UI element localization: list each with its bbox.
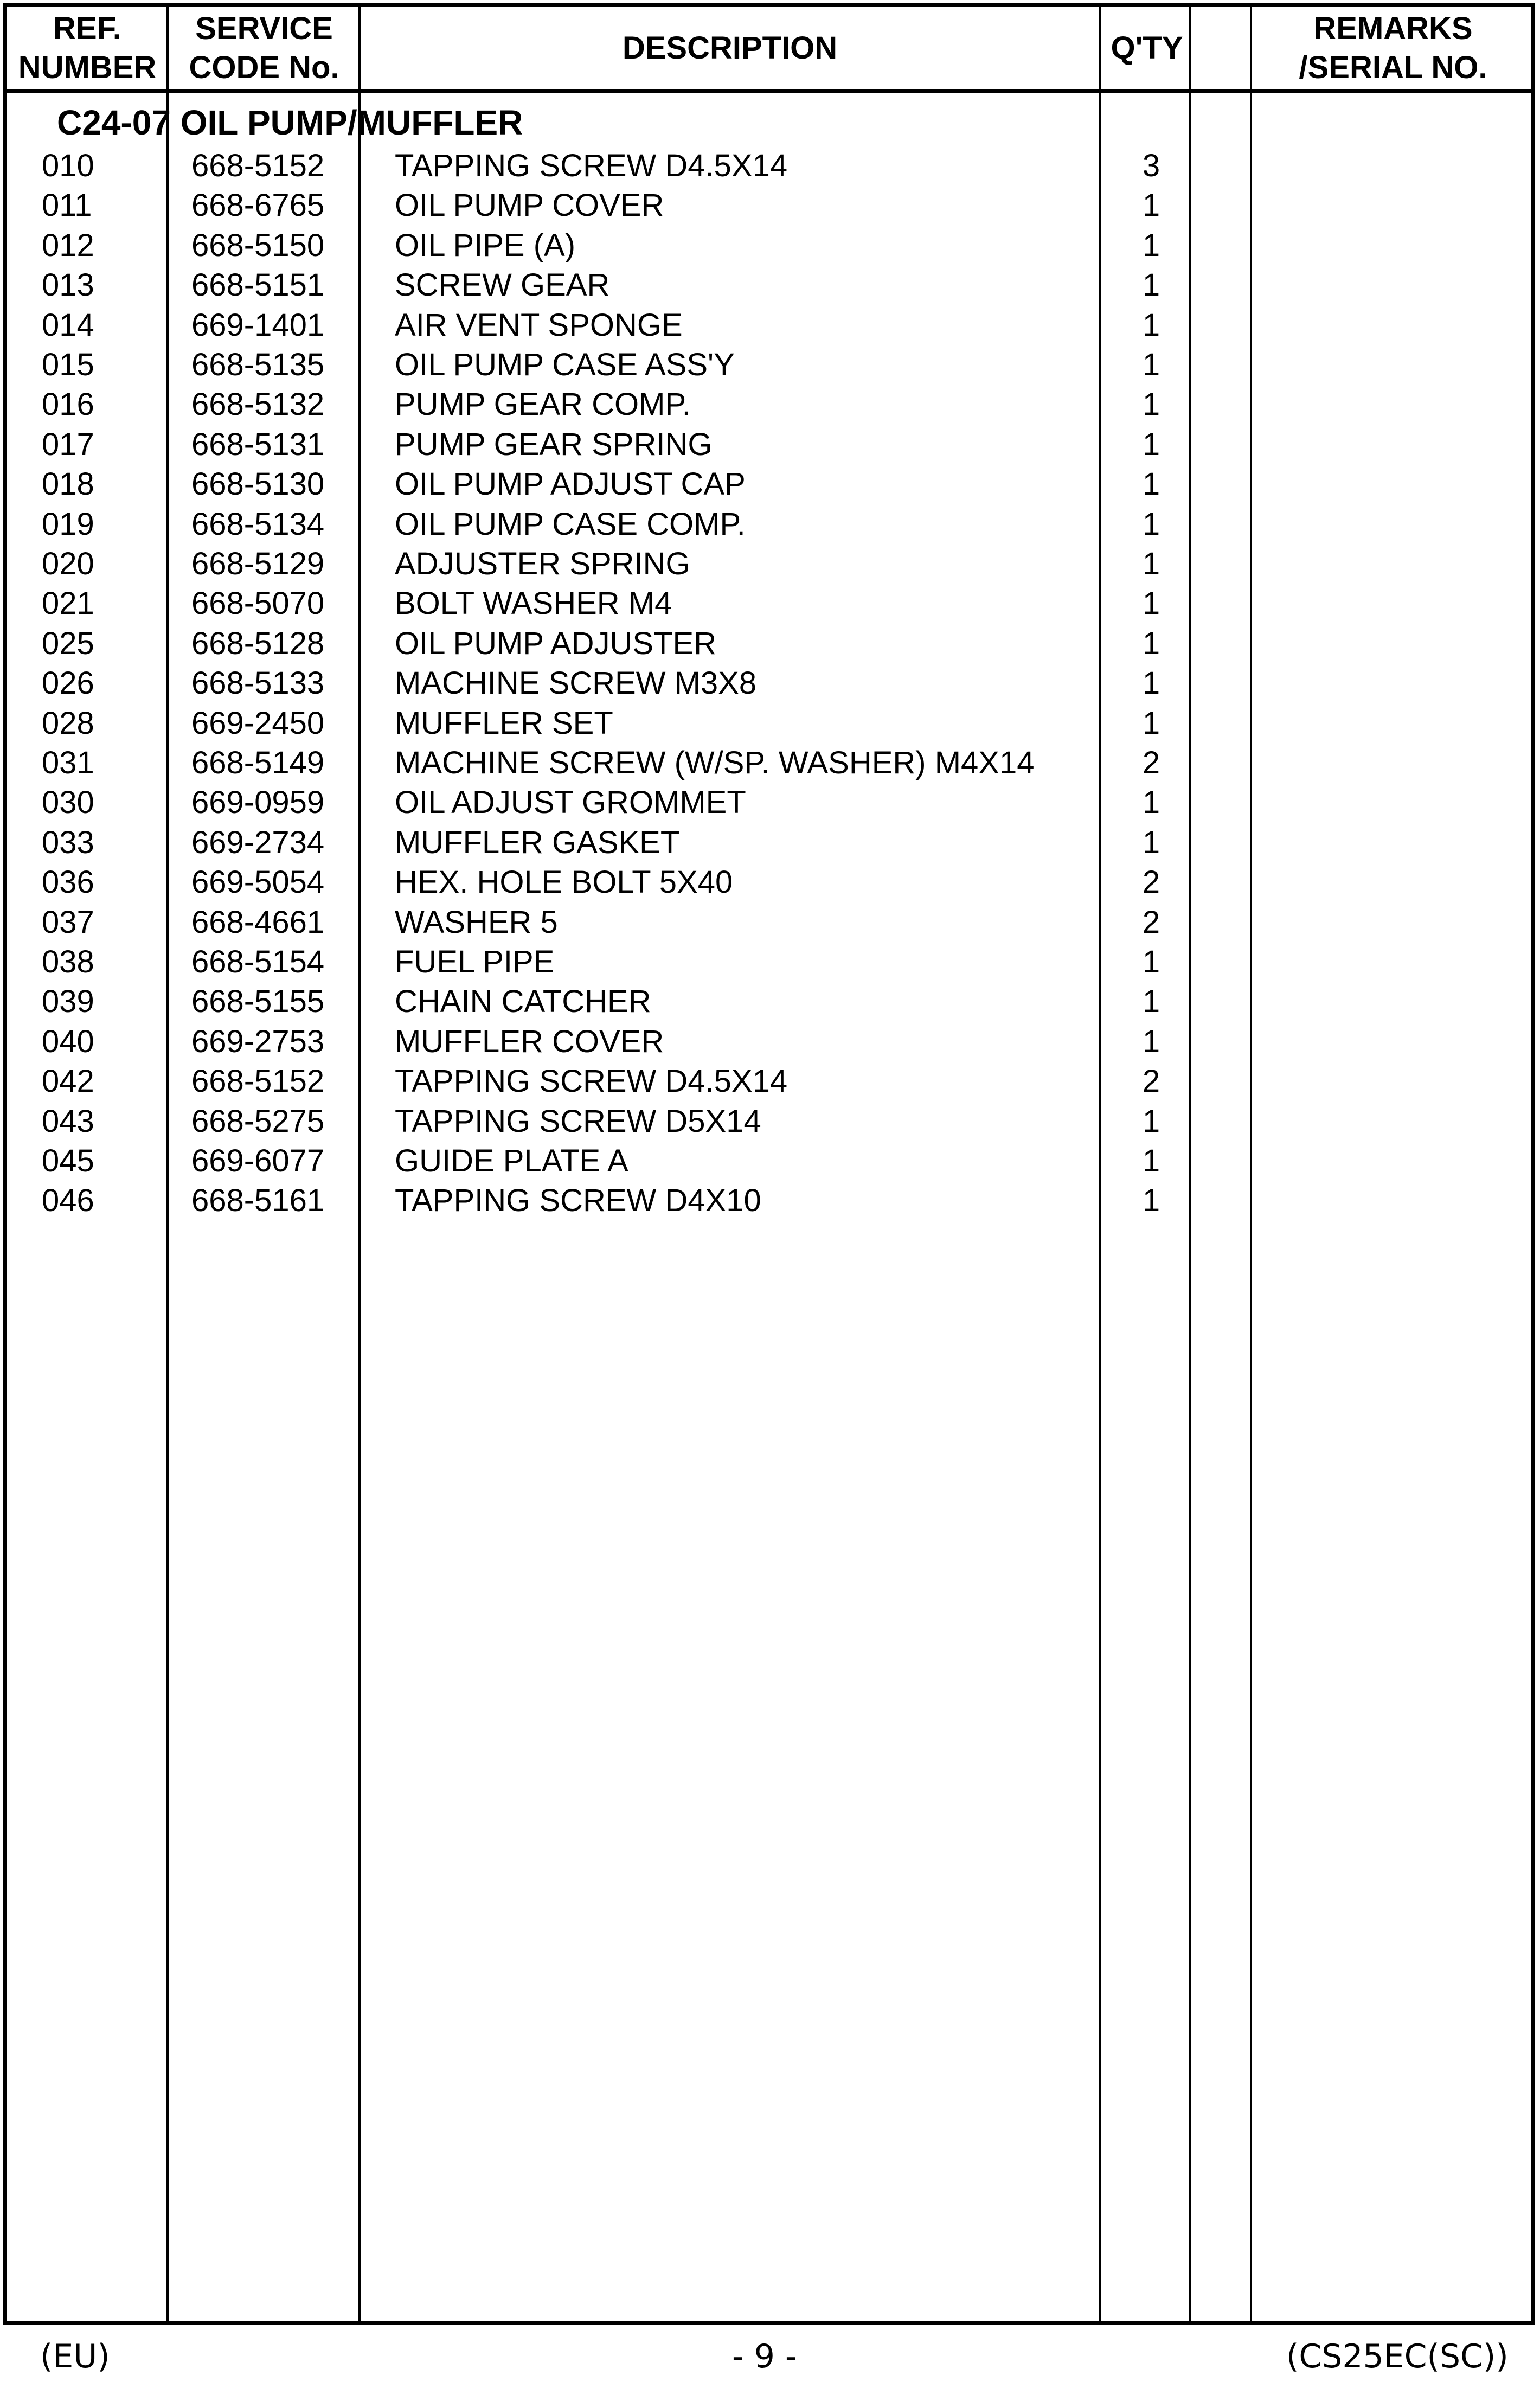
- quantity: 1: [1142, 984, 1160, 1020]
- table-row: [7, 783, 1531, 822]
- service-code: 668-5130: [191, 466, 325, 502]
- table-row: [7, 663, 1531, 703]
- description: OIL PUMP CASE ASS'Y: [395, 347, 735, 382]
- ref-number: 036: [42, 865, 94, 900]
- description: AIR VENT SPONGE: [395, 307, 683, 343]
- footer-region: (EU): [40, 2338, 110, 2375]
- header-code-line2: CODE No.: [189, 50, 339, 85]
- description: OIL PUMP ADJUSTER: [395, 625, 717, 661]
- description: PUMP GEAR COMP.: [395, 387, 691, 422]
- table-row: [7, 226, 1531, 265]
- table-row: [7, 385, 1531, 424]
- description: TAPPING SCREW D4X10: [395, 1183, 761, 1219]
- ref-number: 037: [42, 904, 94, 940]
- table-row: [7, 703, 1531, 743]
- table-row: [7, 584, 1531, 623]
- ref-number: 014: [42, 307, 94, 343]
- table-header: [7, 7, 1531, 92]
- ref-number: 011: [42, 188, 92, 223]
- service-code: 669-2753: [191, 1023, 325, 1059]
- quantity: 1: [1142, 506, 1160, 542]
- ref-number: 019: [42, 506, 94, 542]
- ref-number: 038: [42, 944, 94, 979]
- column-divider-ref-header: [166, 7, 169, 89]
- quantity: 1: [1142, 267, 1160, 303]
- ref-number: 033: [42, 824, 94, 860]
- table-row: [7, 1102, 1531, 1141]
- ref-number: 045: [42, 1143, 94, 1179]
- section-title: C24-07 OIL PUMP/MUFFLER: [57, 103, 523, 142]
- description: OIL PIPE (A): [395, 227, 576, 263]
- ref-number: 012: [42, 227, 94, 263]
- header-description: [361, 7, 1099, 89]
- service-code: 668-5070: [191, 586, 325, 622]
- ref-number: 020: [42, 546, 94, 581]
- quantity: 1: [1142, 387, 1160, 422]
- service-code: 668-5128: [191, 625, 325, 661]
- table-row: [7, 823, 1531, 862]
- ref-number: 015: [42, 347, 94, 382]
- ref-number: 028: [42, 705, 94, 741]
- table-row: [7, 425, 1531, 464]
- service-code: 669-2450: [191, 705, 325, 741]
- table-row: [7, 464, 1531, 504]
- description: MACHINE SCREW (W/SP. WASHER) M4X14: [395, 745, 1035, 780]
- quantity: 1: [1142, 944, 1160, 979]
- table-row: [7, 743, 1531, 783]
- quantity: 1: [1142, 227, 1160, 263]
- service-code: 668-5150: [191, 227, 325, 263]
- service-code: 668-6765: [191, 188, 325, 223]
- table-row: [7, 1022, 1531, 1061]
- table-row: [7, 265, 1531, 305]
- header-qty: [1101, 7, 1192, 89]
- service-code: 669-6077: [191, 1143, 325, 1179]
- ref-number: 046: [42, 1183, 94, 1219]
- service-code: 669-5054: [191, 865, 325, 900]
- description: TAPPING SCREW D4.5X14: [395, 1064, 788, 1099]
- footer-model: (CS25EC(SC)): [1286, 2338, 1509, 2375]
- service-code: 668-5151: [191, 267, 325, 303]
- service-code: 668-5134: [191, 506, 325, 542]
- table-row: [7, 305, 1531, 345]
- parts-list-table: [3, 3, 1535, 2325]
- description: CHAIN CATCHER: [395, 984, 651, 1020]
- service-code: 669-1401: [191, 307, 325, 343]
- description: OIL PUMP ADJUST CAP: [395, 466, 746, 502]
- quantity: 1: [1142, 625, 1160, 661]
- service-code: 668-5161: [191, 1183, 325, 1219]
- quantity: 1: [1142, 1103, 1160, 1139]
- quantity: 1: [1142, 426, 1160, 462]
- service-code: 668-5133: [191, 665, 325, 701]
- header-code-line1: SERVICE: [195, 11, 333, 46]
- table-row: [7, 982, 1531, 1021]
- header-ref-line1: REF.: [53, 11, 121, 46]
- description: ADJUSTER SPRING: [395, 546, 690, 581]
- description: HEX. HOLE BOLT 5X40: [395, 865, 733, 900]
- quantity: 1: [1142, 665, 1160, 701]
- ref-number: 030: [42, 785, 94, 821]
- service-code: 669-2734: [191, 824, 325, 860]
- quantity: 1: [1142, 705, 1160, 741]
- description: MUFFLER COVER: [395, 1023, 664, 1059]
- service-code: 668-5131: [191, 426, 325, 462]
- description: BOLT WASHER M4: [395, 586, 672, 622]
- description: OIL ADJUST GROMMET: [395, 785, 746, 821]
- description: GUIDE PLATE A: [395, 1143, 628, 1179]
- ref-number: 031: [42, 745, 94, 780]
- ref-number: 042: [42, 1064, 94, 1099]
- quantity: 2: [1142, 865, 1160, 900]
- description: TAPPING SCREW D4.5X14: [395, 148, 788, 183]
- quantity: 2: [1142, 904, 1160, 940]
- quantity: 1: [1142, 1143, 1160, 1179]
- table-row: [7, 146, 1531, 185]
- description: MUFFLER GASKET: [395, 824, 680, 860]
- ref-number: 018: [42, 466, 94, 502]
- quantity: 1: [1142, 546, 1160, 581]
- quantity: 2: [1142, 745, 1160, 780]
- header-ref-number: [7, 7, 168, 89]
- quantity: 1: [1142, 785, 1160, 821]
- header-service-code: [170, 7, 358, 89]
- table-row: [7, 902, 1531, 942]
- description: MACHINE SCREW M3X8: [395, 665, 757, 701]
- table-row: [7, 1141, 1531, 1181]
- service-code: 669-0959: [191, 785, 325, 821]
- ref-number: 040: [42, 1023, 94, 1059]
- table-row: [7, 942, 1531, 982]
- table-row: [7, 862, 1531, 902]
- service-code: 668-5275: [191, 1103, 325, 1139]
- description: MUFFLER SET: [395, 705, 613, 741]
- service-code: 668-5132: [191, 387, 325, 422]
- ref-number: 039: [42, 984, 94, 1020]
- service-code: 668-5149: [191, 745, 325, 780]
- ref-number: 016: [42, 387, 94, 422]
- quantity: 1: [1142, 1183, 1160, 1219]
- ref-number: 013: [42, 267, 94, 303]
- header-qty-label: Q'TY: [1111, 30, 1183, 66]
- service-code: 668-5152: [191, 148, 325, 183]
- quantity: 1: [1142, 824, 1160, 860]
- header-remarks: [1253, 7, 1533, 89]
- ref-number: 021: [42, 586, 94, 622]
- description: PUMP GEAR SPRING: [395, 426, 713, 462]
- header-remarks-line2: /SERIAL NO.: [1299, 50, 1487, 85]
- quantity: 1: [1142, 466, 1160, 502]
- header-description-label: DESCRIPTION: [622, 30, 838, 66]
- quantity: 1: [1142, 1023, 1160, 1059]
- service-code: 668-5155: [191, 984, 325, 1020]
- ref-number: 017: [42, 426, 94, 462]
- service-code: 668-5152: [191, 1064, 325, 1099]
- table-row: [7, 185, 1531, 225]
- quantity: 3: [1142, 148, 1160, 183]
- service-code: 668-5135: [191, 347, 325, 382]
- quantity: 1: [1142, 307, 1160, 343]
- description: SCREW GEAR: [395, 267, 610, 303]
- description: WASHER 5: [395, 904, 558, 940]
- ref-number: 026: [42, 665, 94, 701]
- header-ref-line2: NUMBER: [18, 50, 157, 85]
- service-code: 668-5154: [191, 944, 325, 979]
- service-code: 668-4661: [191, 904, 325, 940]
- header-remarks-line1: REMARKS: [1313, 11, 1473, 46]
- table-row: [7, 624, 1531, 663]
- description: TAPPING SCREW D5X14: [395, 1103, 761, 1139]
- quantity: 1: [1142, 188, 1160, 223]
- description: OIL PUMP COVER: [395, 188, 664, 223]
- page-footer: [0, 2338, 1540, 2381]
- header-divider: [7, 89, 1531, 93]
- table-row: [7, 1181, 1531, 1220]
- ref-number: 010: [42, 148, 94, 183]
- quantity: 1: [1142, 347, 1160, 382]
- service-code: 668-5129: [191, 546, 325, 581]
- page-number: - 9 -: [732, 2338, 797, 2375]
- table-row: [7, 544, 1531, 584]
- table-row: [7, 504, 1531, 544]
- ref-number: 043: [42, 1103, 94, 1139]
- table-row: [7, 1061, 1531, 1101]
- description: OIL PUMP CASE COMP.: [395, 506, 746, 542]
- table-row: [7, 345, 1531, 385]
- ref-number: 025: [42, 625, 94, 661]
- description: FUEL PIPE: [395, 944, 555, 979]
- quantity: 2: [1142, 1064, 1160, 1099]
- quantity: 1: [1142, 586, 1160, 622]
